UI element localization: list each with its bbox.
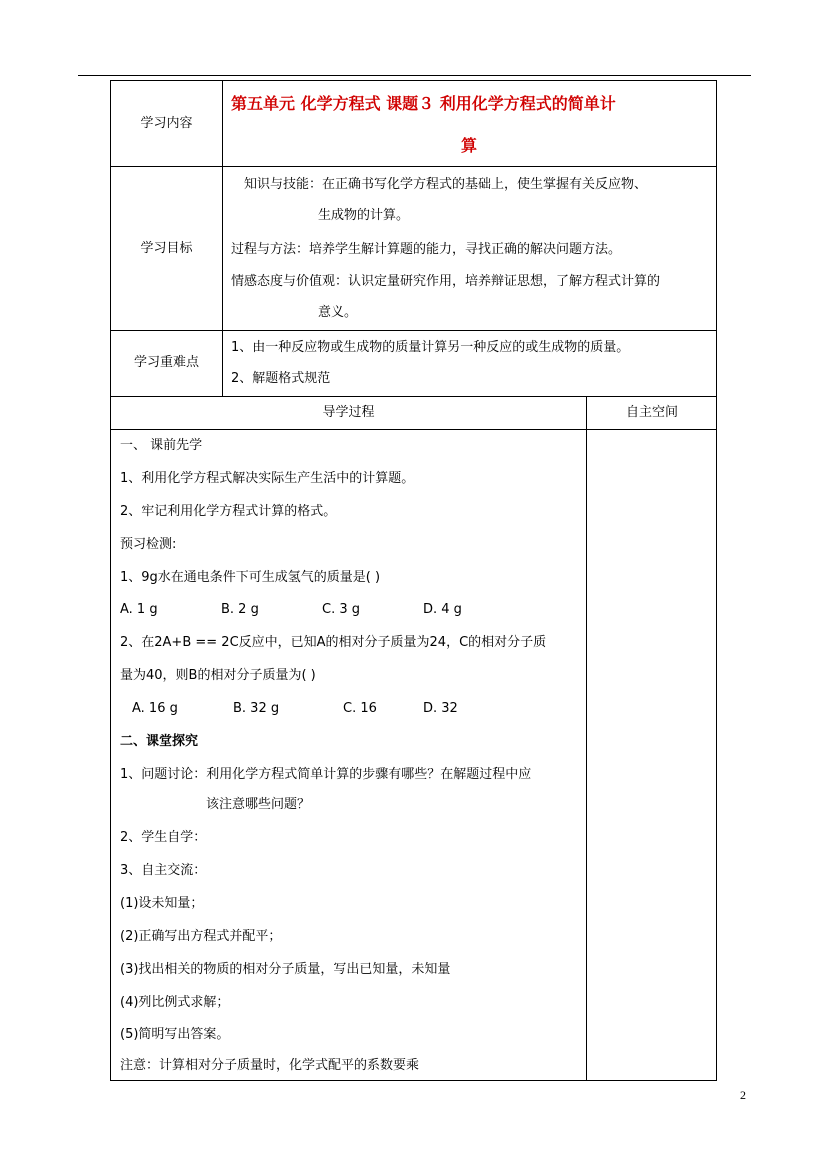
- space-column-header: 自主空间: [625, 405, 678, 420]
- row-divider: [111, 396, 716, 397]
- goal-line: 意义。: [318, 305, 358, 320]
- space-column-divider: [586, 396, 587, 1081]
- header-rule: [78, 75, 751, 76]
- discussion: 1、问题讨论：利用化学方程式简单计算的步骤有哪些？在解题过程中应: [120, 767, 532, 782]
- goal-line: 情感态度与价值观：认识定量研究作用，培养辩证思想，了解方程式计算的: [231, 274, 661, 289]
- self-study: 2、学生自学：: [120, 830, 207, 845]
- step-item: (4)列比例式求解；: [120, 995, 230, 1010]
- option: A. 1 g: [120, 602, 158, 617]
- discussion-cont: 该注意哪些问题？: [206, 797, 311, 812]
- option: B. 2 g: [221, 602, 259, 617]
- key-point: 1、由一种反应物或生成物的质量计算另一种反应的或生成物的质量。: [231, 340, 630, 355]
- lesson-title-line2: 算: [461, 136, 478, 155]
- check-label: 预习检测:: [120, 537, 177, 552]
- goal-line: 过程与方法：培养学生解计算题的能力，寻找正确的解决问题方法。: [231, 242, 622, 257]
- row-divider: [111, 330, 716, 331]
- question-2: 2、在2A+B == 2C反应中，已知A的相对分子质量为24，C的相对分子质: [120, 635, 547, 650]
- process-column-header: 导学过程: [322, 405, 375, 420]
- section-heading: 一、 课前先学: [120, 438, 203, 453]
- pre-item: 2、牢记利用化学方程式计算的格式。: [120, 504, 337, 519]
- step-item: (2)正确写出方程式并配平；: [120, 929, 282, 944]
- lesson-title-line1: 第五单元 化学方程式 课题３ 利用化学方程式的简单计: [231, 94, 616, 113]
- lesson-table: [110, 80, 717, 1081]
- step-item: (1)设未知量；: [120, 896, 204, 911]
- note: 注意：计算相对分子质量时，化学式配平的系数要乘: [120, 1058, 420, 1073]
- row-divider: [111, 166, 716, 167]
- option: C. 3 g: [322, 602, 360, 617]
- label-column-divider: [222, 81, 223, 396]
- content-label: 学习内容: [140, 116, 193, 131]
- row-divider: [111, 429, 716, 430]
- exchange: 3、自主交流：: [120, 863, 207, 878]
- option: D. 4 g: [423, 602, 462, 617]
- key-point: 2、解题格式规范: [231, 371, 331, 386]
- option: D. 32: [423, 701, 458, 716]
- option: B. 32 g: [233, 701, 280, 716]
- page-number: 2: [740, 1088, 746, 1102]
- key-label: 学习重难点: [133, 355, 199, 370]
- step-item: (3)找出相关的物质的相对分子质量，写出已知量，未知量: [120, 962, 451, 977]
- question-2-cont: 量为40，则B的相对分子质量为( ): [120, 668, 316, 683]
- pre-item: 1、利用化学方程式解决实际生产生活中的计算题。: [120, 471, 415, 486]
- step-item: (5)简明写出答案。: [120, 1027, 230, 1042]
- goal-line: 知识与技能：在正确书写化学方程式的基础上，使生掌握有关反应物、: [244, 177, 648, 192]
- goal-line: 生成物的计算。: [318, 208, 410, 223]
- section-heading: 二、课堂探究: [120, 734, 199, 749]
- goals-label: 学习目标: [140, 241, 193, 256]
- option: C. 16: [343, 701, 377, 716]
- option: A. 16 g: [132, 701, 178, 716]
- question-1: 1、9g水在通电条件下可生成氢气的质量是( ): [120, 570, 381, 585]
